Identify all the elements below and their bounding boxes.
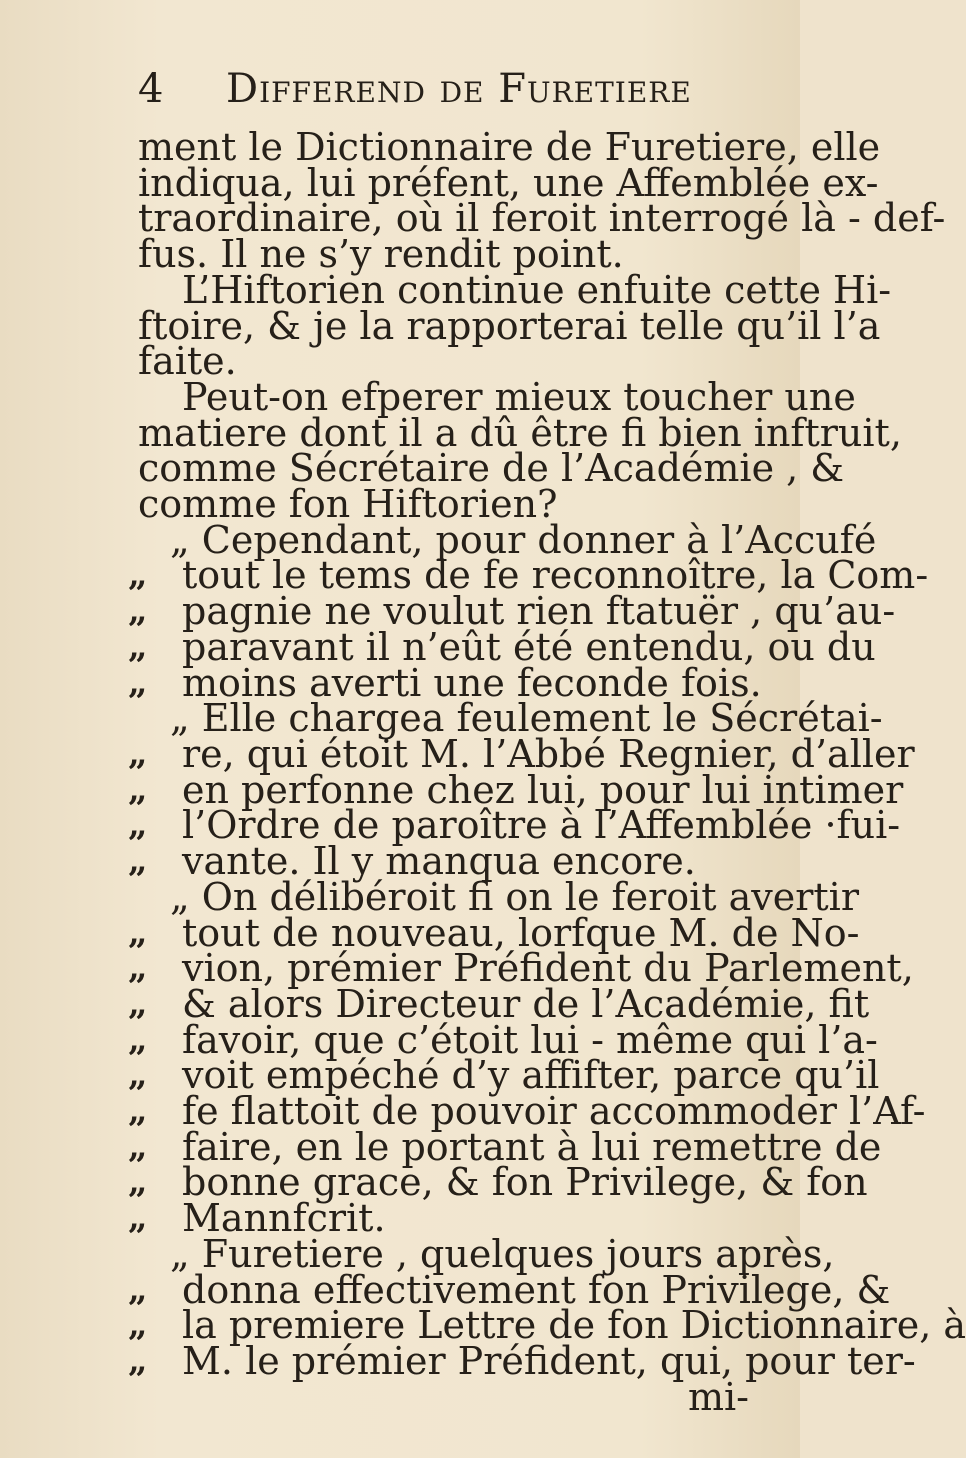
text-line: Peut-on efperer mieux toucher une (182, 375, 856, 419)
text-line: „ Furetiere , quelques jours après, (170, 1232, 835, 1276)
quote-mark: „ (128, 1127, 148, 1167)
quote-mark: „ (128, 1198, 148, 1238)
quote-mark: „ (128, 627, 148, 667)
quote-mark: „ (128, 913, 148, 953)
quote-mark: „ (128, 1162, 148, 1202)
quote-mark: „ (128, 1270, 148, 1310)
text-line: faire, en le portant à lui remettre de (182, 1125, 882, 1169)
text-line: vante. Il y manqua encore. (182, 839, 696, 883)
quote-mark: „ (128, 555, 148, 595)
text-line: traordinaire, où il feroit interrogé là - def- (138, 196, 946, 240)
text-line: bonne grace, & fon Privilege, & fon (182, 1160, 868, 1204)
text-line: re, qui étoit M. l’Abbé Regnier, d’aller (182, 732, 915, 776)
quote-mark: „ (128, 770, 148, 810)
quote-mark: „ (128, 1305, 148, 1345)
text-line: Mannfcrit. (182, 1196, 386, 1240)
text-line: „ On délibéroit fi on le feroit avertir (170, 875, 859, 919)
text-line: vion, prémier Préfident du Parlement, (182, 946, 914, 990)
text-line: comme fon Hiftorien? (138, 482, 558, 526)
quote-mark: „ (128, 841, 148, 881)
text-line: pagnie ne voulut rien ftatuër , qu’au- (182, 589, 896, 633)
text-line: fus. Il ne s’y rendit point. (138, 232, 624, 276)
catchword: mi- (688, 1375, 750, 1419)
text-line: la premiere Lettre de fon Dictionnaire, à (182, 1303, 966, 1347)
text-line: en perfonne chez lui, pour lui intimer (182, 768, 904, 812)
quote-mark: „ (128, 1020, 148, 1060)
quote-mark: „ (128, 805, 148, 845)
quote-mark: „ (128, 1341, 148, 1381)
quote-mark: „ (128, 734, 148, 774)
quote-mark: „ (128, 984, 148, 1024)
text-line: l’Ordre de paroître à l’Affemblée ·fui- (182, 803, 901, 847)
quote-mark: „ (128, 663, 148, 703)
text-line: „ Cependant, pour donner à l’Accufé (170, 518, 877, 562)
text-line: paravant il n’eût été entendu, ou du (182, 625, 876, 669)
text-line: & alors Directeur de l’Académie, fit (182, 982, 870, 1026)
quote-mark: „ (128, 591, 148, 631)
text-line: tout de nouveau, lorfque M. de No- (182, 911, 860, 955)
running-title: Differend de Furetiere (226, 66, 692, 112)
quote-mark: „ (128, 1055, 148, 1095)
text-line: favoir, que c’étoit lui - même qui l’a- (182, 1018, 878, 1062)
text-line: „ Elle chargea feulement le Sécrétai- (170, 696, 883, 740)
quote-mark: „ (128, 948, 148, 988)
text-line: ment le Dictionnaire de Furetiere, elle (138, 125, 881, 169)
text-line: indiqua, lui préfent, une Affemblée ex- (138, 161, 879, 205)
quote-mark: „ (128, 1091, 148, 1131)
text-line: ftoire, & je la rapporterai telle qu’il l’a (138, 304, 881, 348)
text-line: matiere dont il a dû être fi bien inftruit, (138, 411, 902, 455)
text-line: voit empéché d’y affifter, parce qu’il (182, 1053, 880, 1097)
text-line: moins averti une feconde fois. (182, 661, 762, 705)
text-line: comme Sécrétaire de l’Académie , & (138, 446, 845, 490)
text-line: L’Hiftorien continue enfuite cette Hi- (182, 268, 892, 312)
text-line: donna effectivement fon Privilege, & (182, 1268, 891, 1312)
text-line: tout le tems de fe reconnoître, la Com- (182, 553, 929, 597)
text-line: faite. (138, 339, 237, 383)
text-line: fe flattoit de pouvoir accommoder l’Af- (182, 1089, 926, 1133)
page-number: 4 (138, 66, 165, 112)
text-line: M. le prémier Préfident, qui, pour ter- (182, 1339, 916, 1383)
